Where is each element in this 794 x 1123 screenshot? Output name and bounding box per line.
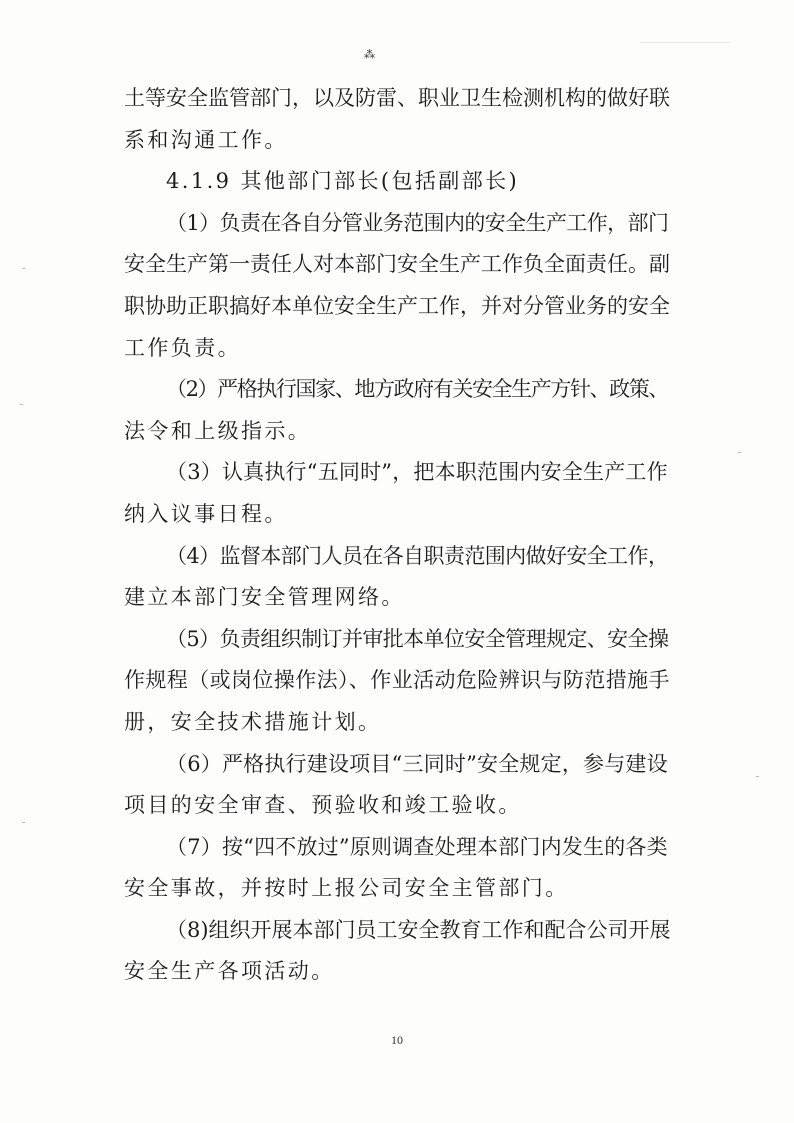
text-line: 安全事故，并按时上报公司安全主管部门。 xyxy=(124,876,569,901)
section-heading: 4.1.9 其他部门部长(包括副部长) xyxy=(166,169,520,194)
scan-speck-mark: ⁂ xyxy=(364,48,375,61)
paragraph-line: （7）按“四不放过”原则调查处理本部门内发生的各类 xyxy=(166,834,668,859)
scan-artifact-dot xyxy=(22,268,25,269)
paragraph-line: （8)组织开展本部门员工安全教育工作和配合公司开展 xyxy=(166,917,671,942)
scan-artifact-dot xyxy=(22,822,25,823)
text-line: 安全生产各项活动。 xyxy=(124,959,335,984)
text-line: 法令和上级指示。 xyxy=(124,418,312,443)
text-line: 作规程（或岗位操作法）、作业活动危险辨识与防范措施手 xyxy=(124,668,670,693)
scan-artifact-dot xyxy=(756,776,759,777)
text-line: 册，安全技术措施计划。 xyxy=(124,709,382,734)
paragraph-line: （2）严格执行国家、地方政府有关安全生产方针、政策、 xyxy=(166,377,668,402)
text-line: 职协助正职搞好本单位安全生产工作，并对分管业务的安全 xyxy=(124,293,670,318)
text-line: 系和沟通工作。 xyxy=(124,127,288,152)
page-number: 10 xyxy=(391,1033,403,1047)
paragraph-line: （3）认真执行“五同时”，把本职范围内安全生产工作 xyxy=(166,460,668,485)
text-line: 纳入议事日程。 xyxy=(124,501,288,526)
text-line: 项目的安全审查、预验收和竣工验收。 xyxy=(124,793,522,818)
text-line: 工作负责。 xyxy=(124,335,241,360)
text-line: 建立本部门安全管理网络。 xyxy=(124,585,405,610)
scan-artifact-dot xyxy=(20,404,23,405)
paragraph-line: （1）负责在各自分管业务范围内的安全生产工作，部门 xyxy=(166,210,669,235)
scan-artifact-line xyxy=(640,42,730,43)
paragraph-line: （6）严格执行建设项目“三同时”安全规定，参与建设 xyxy=(166,751,668,776)
text-line: 土等安全监管部门，以及防雷、职业卫生检测机构的做好联 xyxy=(124,86,670,110)
document-body xyxy=(124,78,672,993)
paragraph-line: （4）监督本部门人员在各自职责范围内做好安全工作， xyxy=(166,543,669,568)
scan-artifact-dot xyxy=(738,452,741,453)
text-line: 安全生产第一责任人对本部门安全生产工作负全面责任。副 xyxy=(124,252,670,277)
paragraph-line: （5）负责组织制订并审批本单位安全管理规定、安全操 xyxy=(166,626,669,651)
